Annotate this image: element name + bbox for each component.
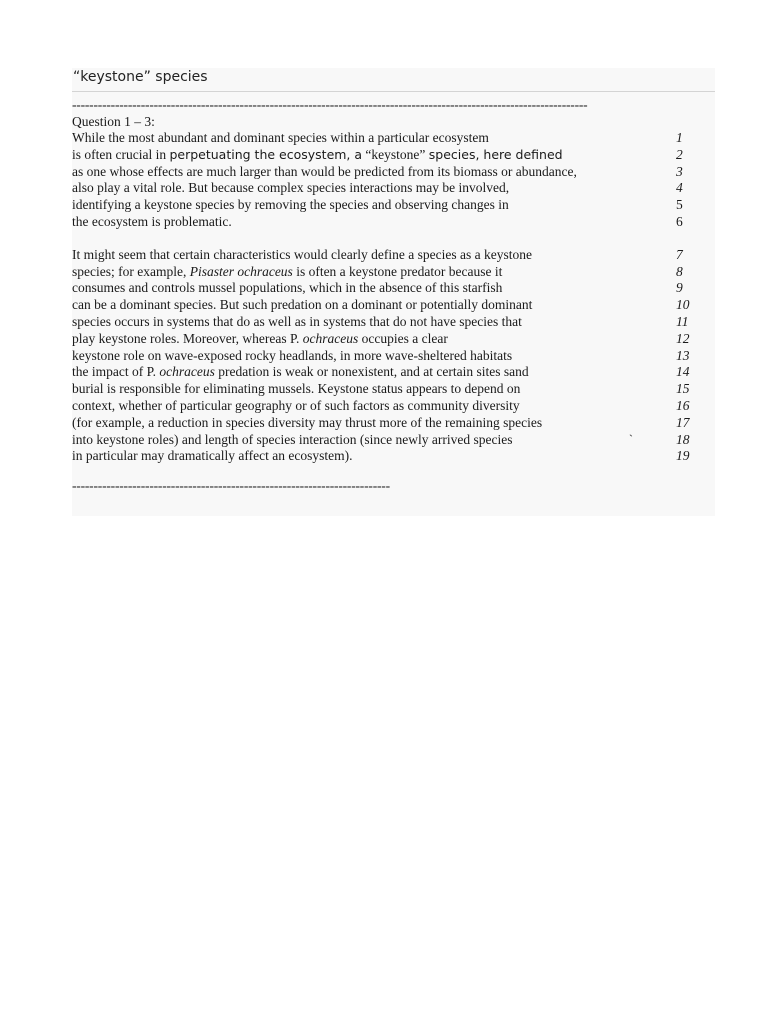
line-text-part: predation is weak or nonexistent, and at certain sites sand (214, 364, 529, 380)
passage-line-16 (72, 398, 715, 415)
line-number: 9 (676, 280, 683, 296)
line-number: 6 (676, 213, 683, 229)
top-dash-rule: ------------------------------------------------------------------------------------------------------------------------ (72, 97, 588, 112)
passage-line-5 (72, 197, 715, 214)
line-number: 1 (676, 130, 683, 145)
line-number: 16 (676, 397, 690, 413)
line-number: 15 (676, 381, 690, 397)
passage-body (72, 96, 715, 494)
line-number: 19 (676, 448, 690, 464)
passage-line-3 (72, 164, 715, 181)
line-text: species occurs in systems that do as well as in systems that do not have species that (72, 313, 522, 329)
line-text (72, 364, 529, 381)
line-number: 8 (676, 263, 683, 279)
line-text (72, 331, 448, 348)
line-text: into keystone roles) and length of species interaction (since newly arrived species (72, 431, 513, 447)
line-text: While the most abundant and dominant species within a particular ecosystem (72, 130, 489, 145)
passage-line-2 (72, 147, 715, 164)
line-text-part: play keystone roles. Moreover, whereas P. (72, 330, 303, 346)
passage-line-8 (72, 264, 715, 281)
line-number: 11 (676, 313, 689, 329)
line-text (72, 264, 502, 281)
passage-line-10 (72, 297, 715, 314)
line-number: 10 (676, 297, 690, 313)
line-text-part: the impact of P. (72, 364, 160, 380)
passage-line-17 (72, 415, 715, 432)
species-name-italic: Pisaster ochraceus (189, 263, 293, 279)
passage-line-11 (72, 314, 715, 331)
line-number: 4 (676, 180, 683, 196)
line-number: 2 (676, 146, 683, 162)
passage-line-19 (72, 448, 715, 465)
stray-backtick-mark: ` (629, 431, 633, 446)
line-text: also play a vital role. But because complex species interactions may be involved, (72, 180, 510, 196)
line-text-part: “keystone” (362, 146, 429, 162)
line-text: identifying a keystone species by removing the species and observing changes in (72, 197, 509, 213)
question-label: Question 1 – 3: (72, 114, 155, 129)
passage-line-14 (72, 364, 715, 381)
line-number: 13 (676, 347, 690, 363)
document-panel (72, 68, 715, 516)
passage-line-15 (72, 381, 715, 398)
line-text-part: is often crucial in (72, 146, 170, 162)
line-text: as one whose effects are much larger than would be predicted from its biomass or abundance, (72, 163, 577, 179)
line-text-part: is often a keystone predator because it (292, 263, 503, 279)
passage-line-13 (72, 348, 715, 365)
line-number: 12 (676, 330, 690, 346)
line-text (72, 147, 563, 164)
line-number: 7 (676, 246, 683, 262)
line-text: (for example, a reduction in species diversity may thrust more of the remaining species (72, 414, 543, 430)
line-number: 17 (676, 414, 690, 430)
line-text: consumes and controls mussel populations, which in the absence of this starfish (72, 280, 503, 296)
title-bar (72, 68, 715, 92)
bottom-dash-rule: -------------------------------------------------------------------------- (72, 478, 390, 494)
line-number: 3 (676, 163, 683, 179)
line-text-sans-part: species, here defined (428, 146, 563, 162)
passage-line-6 (72, 214, 715, 231)
line-text: keystone role on wave-exposed rocky headlands, in more wave-sheltered habitats (72, 347, 513, 363)
line-number: 18 (676, 431, 690, 447)
line-text-part: occupies a clear (358, 330, 448, 346)
passage-line-7 (72, 247, 715, 264)
line-text: burial is responsible for eliminating mussels. Keystone status appears to depend on (72, 381, 521, 397)
passage-line-1 (72, 130, 715, 147)
passage-line-9 (72, 280, 715, 297)
line-text-part: species; for example, (72, 263, 190, 279)
line-text-sans-part: perpetuating the ecosystem, a (169, 146, 363, 162)
paragraph-gap (72, 231, 715, 247)
passage-line-18 (72, 432, 715, 449)
species-name-italic: ochraceus (302, 330, 359, 346)
passage-line-4 (72, 180, 715, 197)
paragraph-gap (72, 465, 715, 477)
line-number: 14 (676, 364, 690, 380)
line-text: It might seem that certain characteristics would clearly define a species as a keystone (72, 246, 532, 262)
line-text: context, whether of particular geography or of such factors as community diversity (72, 397, 520, 413)
species-name-italic: ochraceus (159, 364, 215, 380)
line-number: 5 (676, 197, 683, 213)
line-text: in particular may dramatically affect an ecosystem). (72, 448, 353, 464)
document-title: “keystone” species (73, 69, 208, 85)
passage-line-12 (72, 331, 715, 348)
line-text: the ecosystem is problematic. (72, 213, 232, 229)
line-text: can be a dominant species. But such predation on a dominant or potentially dominant (72, 297, 533, 313)
